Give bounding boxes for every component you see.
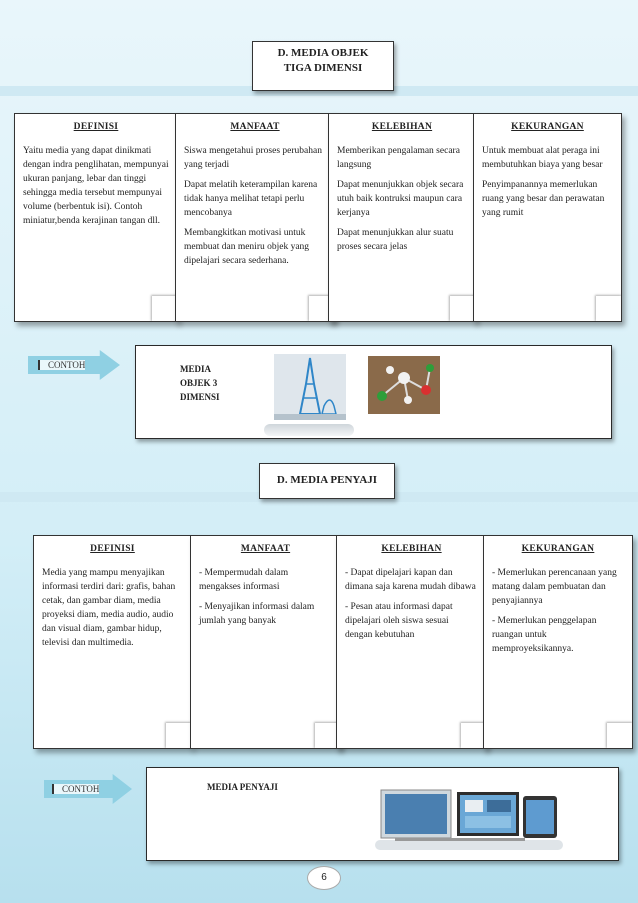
disadvantage-text-1a: Untuk membuat alat peraga ini membutuhkan biaya yang besar [482, 146, 603, 170]
eiffel-tower-model-image [274, 354, 346, 420]
definition-card-2 [33, 535, 192, 749]
section2-title: D. MEDIA PENYAJI [276, 474, 378, 486]
advantage-card-2 [336, 535, 487, 749]
advantage-text-2a: - Dapat dipelajari kapan dan dimana saja karena mudah dibawa [345, 568, 476, 592]
advantage-text-2b: - Pesan atau informasi dapat dipelajari oleh siswa sesuai dengan kebutuhan [345, 602, 453, 640]
disadvantage-text-2a: - Memerlukan perencanaan yang matang dalam pembuatan dan penyajiannya [492, 568, 617, 606]
photo-reflection [264, 424, 354, 436]
benefit-text-2b: - Menyajikan informasi dalam jumlah yang banyak [199, 602, 315, 626]
example-label-2: MEDIA PENYAJI [207, 782, 278, 792]
example-label-1: MEDIA OBJEK 3 DIMENSI [180, 364, 220, 402]
benefit-card-1 [175, 113, 335, 322]
definition-card-1 [14, 113, 178, 322]
example-arrow-label-2: CONTOH [52, 784, 99, 794]
definition-heading-1: DEFINISI [73, 122, 119, 132]
definition-heading-2: DEFINISI [90, 544, 135, 554]
disadvantage-card-1 [473, 113, 622, 322]
example-arrow-label-1: CONTOH [38, 360, 85, 370]
section1-title: D. MEDIA OBJEK TIGA DIMENSI [277, 47, 369, 74]
presentation-media-image [375, 782, 563, 852]
advantage-card-1 [328, 113, 476, 322]
section1-title-box [252, 41, 394, 91]
advantage-text-1b: Dapat menunjukkan objek secara utuh baik kontruksi maupun cara kerjanya [337, 180, 464, 218]
advantage-text-1c: Dapat menunjukkan alur suatu proses secara jelas [337, 228, 454, 252]
benefit-text-2a: - Mempermudah dalam mengakses informasi [199, 568, 289, 592]
benefit-heading-2: MANFAAT [240, 544, 291, 554]
example-box-2 [146, 767, 619, 861]
disadvantage-card-2 [483, 535, 633, 749]
definition-text-2: Media yang mampu menyajikan informasi terdiri dari: grafis, bahan cetak, dan gambar diam, media proyeksi diam, media audio, audio dan visual diam, gambar hidup, televisi dan multimedia. [42, 568, 176, 648]
disadvantage-heading-1: KEKURANGAN [511, 122, 584, 132]
benefit-card-2 [190, 535, 341, 749]
advantage-heading-2: KELEBIHAN [381, 544, 442, 554]
disadvantage-text-2b: - Memerlukan penggelapan ruangan untuk memproyeksikannya. [492, 616, 597, 654]
advantage-text-1a: Memberikan pengalaman secara langsung [337, 146, 460, 170]
definition-text-1: Yaitu media yang dapat dinikmati dengan indra penglihatan, mempunyai ukuran panjang, lebar dan tinggi sehingga media tersebut mempunyai volume (berbentuk isi). Contoh miniatur,benda kerajinan tangan dll. [23, 146, 169, 226]
section2-title-box [259, 463, 395, 499]
disadvantage-heading-2: KEKURANGAN [521, 544, 595, 554]
page-number: 6 [307, 866, 341, 890]
advantage-heading-1: KELEBIHAN [371, 122, 433, 132]
disadvantage-text-1b: Penyimpanannya memerlukan ruang yang besar dan perawatan yang rumit [482, 180, 605, 218]
molecule-model-image [368, 356, 440, 414]
benefit-text-1b: Dapat melatih keterampilan karena tidak hanya melihat tetapi perlu mencobanya [184, 180, 318, 218]
example-box-1 [135, 345, 612, 439]
benefit-text-1c: Membangkitkan motivasi untuk membuat dan meniru objek yang dipelajari secara sederhana. [184, 228, 310, 266]
benefit-text-1a: Siswa mengetahui proses perubahan yang terjadi [184, 146, 322, 170]
benefit-heading-1: MANFAAT [230, 122, 280, 132]
